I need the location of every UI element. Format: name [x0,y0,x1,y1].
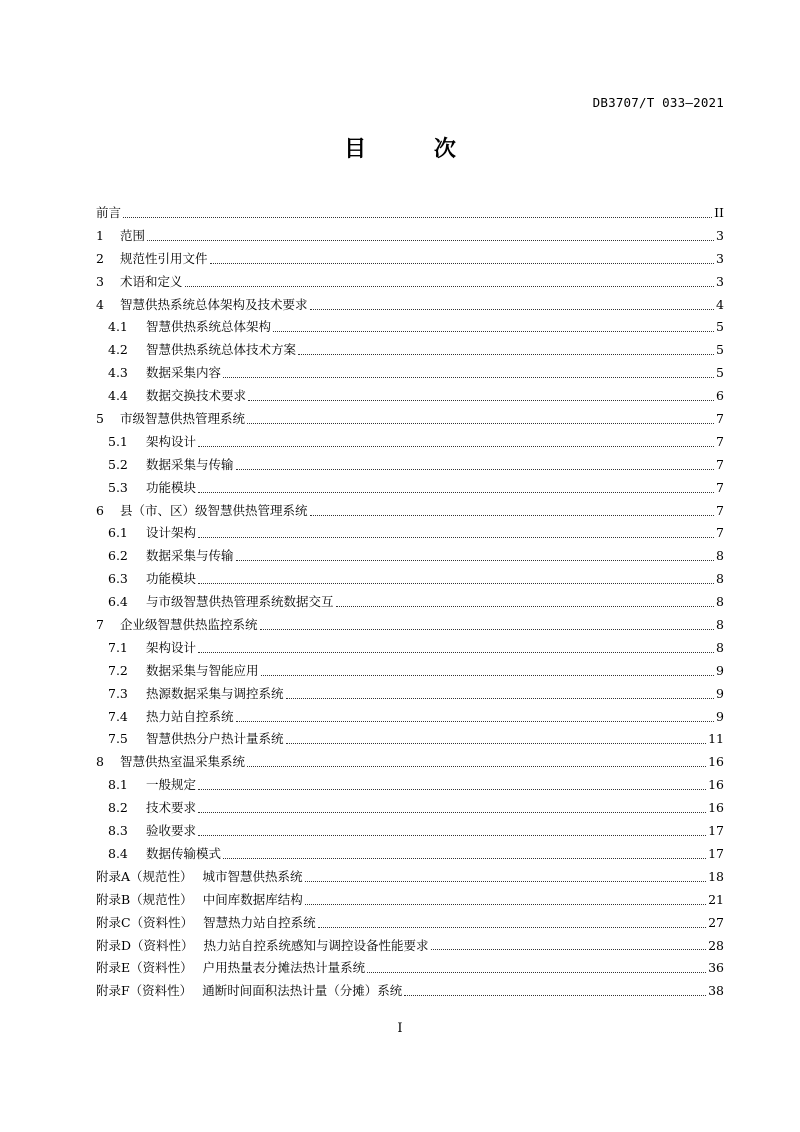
toc-entry[interactable] [96,912,724,935]
toc-entry-label: 功能模块 [146,479,197,495]
toc-entry-page: 9 [716,662,724,678]
dot-leader [147,240,714,241]
toc-entry-page: 18 [708,868,724,884]
toc-entry-number: 4.4 [108,388,128,404]
toc-entry-number: 附录C（资料性） [96,914,194,930]
dot-leader [236,721,715,722]
toc-entry-number: 7 [96,617,104,633]
toc-entry[interactable] [96,728,724,751]
toc-entry-label: 智慧供热系统总体架构及技术要求 [120,296,308,312]
toc-entry[interactable] [96,797,724,820]
toc-entry[interactable] [96,294,724,317]
dot-leader [198,583,714,584]
toc-entry-page: 17 [708,823,724,839]
toc-entry[interactable] [96,637,724,660]
dot-leader [198,812,706,813]
toc-entry-number: 4.1 [108,319,128,335]
toc-entry-number: 8.4 [108,845,128,861]
toc-entry-label: 数据交换技术要求 [146,388,247,404]
toc-entry-label: 与市级智慧供热管理系统数据交互 [146,594,334,610]
toc-entry[interactable] [96,248,724,271]
toc-entry-page: 9 [716,708,724,724]
toc-entry-label: 规范性引用文件 [120,250,208,266]
dot-leader [298,354,714,355]
toc-entry-label: 架构设计 [146,433,197,449]
toc-entry-number: 附录B（规范性） [96,891,193,907]
dot-leader [431,949,707,950]
toc-entry-label: 数据采集与传输 [146,548,234,564]
toc-entry-number: 5.1 [108,433,128,449]
toc-entry-number: 6.4 [108,594,128,610]
toc-entry-page: 21 [708,891,724,907]
toc-entry-page: 7 [716,433,724,449]
dot-leader [247,766,706,767]
toc-entry-label: 市级智慧供热管理系统 [120,411,246,427]
toc-entry-page: 11 [708,731,724,747]
toc-entry-label: 热力站自控系统感知与调控设备性能要求 [203,937,429,953]
toc-entry-page: 8 [716,571,724,587]
toc-entry-label: 数据采集内容 [146,365,222,381]
dot-leader [223,377,714,378]
toc-entry[interactable] [96,362,724,385]
dot-leader [273,331,714,332]
toc-entry-page: 7 [716,525,724,541]
toc-entry-label: 设计架构 [146,525,197,541]
toc-entry[interactable] [96,454,724,477]
dot-leader [310,309,715,310]
toc-entry[interactable] [96,431,724,454]
page-number: I [397,1021,403,1036]
toc-entry-label: 热力站自控系统 [146,708,234,724]
toc-entry-label: 架构设计 [146,639,197,655]
toc-entry[interactable] [96,614,724,637]
toc-entry-page: 27 [708,914,724,930]
toc-entry[interactable] [96,706,724,729]
toc-entry-label: 数据采集与智能应用 [146,662,259,678]
toc-entry-label: 范围 [120,227,146,243]
toc-entry-label: 城市智慧供热系统 [202,868,303,884]
toc-entry-label: 智慧热力站自控系统 [203,914,316,930]
toc-entry-number: 附录E（资料性） [96,960,193,976]
dot-leader [198,446,714,447]
toc-entry-number: 4 [96,296,104,312]
dot-leader [318,927,707,928]
toc-entry-number: 2 [96,250,104,266]
toc-entry[interactable] [96,522,724,545]
toc-entry-label: 智慧供热室温采集系统 [120,754,246,770]
toc-entry-number: 3 [96,273,104,289]
toc-entry-page: 7 [716,479,724,495]
toc-entry-page: 3 [716,227,724,243]
toc-entry-number: 5.2 [108,456,128,472]
dot-leader [404,995,706,996]
toc-entry-number: 5.3 [108,479,128,495]
dot-leader [248,400,714,401]
toc-entry-label: 智慧供热系统总体架构 [146,319,272,335]
toc-entry-label: 热源数据采集与调控系统 [146,685,284,701]
toc-entry-page: 5 [716,342,724,358]
toc-entry-number: 1 [96,227,104,243]
toc-entry[interactable] [96,477,724,500]
toc-entry-label: 数据采集与传输 [146,456,234,472]
toc-entry-number: 附录F（资料性） [96,983,193,999]
toc-entry-label: 一般规定 [146,777,197,793]
toc-entry-page: 8 [716,594,724,610]
dot-leader [261,675,715,676]
dot-leader [305,904,706,905]
toc-entry-label: 通断时间面积法热计量（分摊）系统 [202,983,403,999]
toc-entry[interactable] [96,385,724,408]
toc-entry[interactable] [96,683,724,706]
toc-entry[interactable] [96,980,724,1003]
dot-leader [286,698,715,699]
toc-entry-number: 5 [96,411,104,427]
toc-entry-label: 前言 [96,205,122,220]
dot-leader [198,789,706,790]
dot-leader [247,423,714,424]
toc-entry-number: 7.2 [108,662,128,678]
toc-entry[interactable] [96,751,724,774]
page-title: 目 次 [344,137,486,162]
toc-entry-number: 8.3 [108,823,128,839]
document-code: DB3707/T 033—2021 [592,95,724,110]
toc-entry-label: 功能模块 [146,571,197,587]
toc-entry-number: 6.3 [108,571,128,587]
toc-entry-label: 智慧供热分户热计量系统 [146,731,284,747]
toc-entry-label: 验收要求 [146,823,197,839]
toc-entry-number: 8.1 [108,777,128,793]
dot-leader [185,286,715,287]
toc-entry-number: 7.3 [108,685,128,701]
toc-entry-label: 户用热量表分摊法热计量系统 [202,960,366,976]
toc-entry-page: 5 [716,365,724,381]
dot-leader [198,537,714,538]
toc-entry[interactable] [96,889,724,912]
toc-entry[interactable] [96,591,724,614]
toc-entry-page: 7 [716,411,724,427]
toc-entry[interactable] [96,935,724,958]
dot-leader [198,652,714,653]
toc-entry[interactable] [96,774,724,797]
toc-entry[interactable] [96,568,724,591]
toc-entry-page: 5 [716,319,724,335]
toc-entry-page: 7 [716,456,724,472]
toc-entry-page: 8 [716,617,724,633]
toc-entry-label: 县（市、区）级智慧供热管理系统 [120,502,308,518]
toc-entry-page: 7 [716,502,724,518]
toc-entry-page: 36 [708,960,724,976]
toc-entry-page: 16 [708,800,724,816]
toc-entry-page: 8 [716,548,724,564]
toc-entry[interactable] [96,408,724,431]
dot-leader [198,492,714,493]
toc-entry-page: 4 [716,296,724,312]
toc-entry-label: 企业级智慧供热监控系统 [120,617,258,633]
dot-leader [286,743,707,744]
toc-entry-label: 智慧供热系统总体技术方案 [146,342,297,358]
toc-entry[interactable] [96,820,724,843]
toc-entry[interactable] [96,545,724,568]
toc-entry[interactable] [96,500,724,523]
toc-entry-label: 数据传输模式 [146,845,222,861]
toc-entry-page: 17 [708,845,724,861]
toc-entry-page: 9 [716,685,724,701]
toc-entry-number: 4.3 [108,365,128,381]
toc-entry-number: 6.1 [108,525,128,541]
toc-entry[interactable] [96,316,724,339]
dot-leader [210,263,715,264]
toc-entry-page: 3 [716,250,724,266]
toc-entry-label: 术语和定义 [120,273,183,289]
toc-entry[interactable] [96,339,724,362]
toc-entry-number: 8.2 [108,800,128,816]
dot-leader [336,606,715,607]
toc-entry[interactable] [96,866,724,889]
toc-entry-number: 7.4 [108,708,128,724]
dot-leader [223,858,706,859]
toc-entry-number: 8 [96,754,104,770]
toc-entry-page: 38 [708,983,724,999]
toc-entry-page: 16 [708,754,724,770]
toc-entry[interactable] [96,225,724,248]
dot-leader [198,835,706,836]
dot-leader [260,629,715,630]
toc-entry-number: 4.2 [108,342,128,358]
toc-entry-page: 16 [708,777,724,793]
toc-entry[interactable] [96,660,724,683]
toc-entry-number: 6 [96,502,104,518]
toc-entry-number: 附录A（规范性） [96,868,193,884]
toc-entry-page: 28 [708,937,724,953]
toc-entry-number: 6.2 [108,548,128,564]
toc-entry[interactable] [96,271,724,294]
dot-leader [310,515,715,516]
toc-entry-number: 附录D（资料性） [96,937,194,953]
dot-leader [123,217,712,218]
toc-entry-page: 6 [716,388,724,404]
toc-entry[interactable] [96,957,724,980]
toc-entry-page: 3 [716,273,724,289]
toc-entry-label: 中间库数据库结构 [202,891,303,907]
toc-entry-number: 7.1 [108,639,128,655]
toc-entry-page: II [714,205,724,220]
table-of-contents [96,202,724,1003]
dot-leader [305,881,707,882]
toc-entry-page: 8 [716,639,724,655]
dot-leader [367,972,706,973]
toc-entry[interactable] [96,202,724,225]
toc-entry[interactable] [96,843,724,866]
toc-entry-number: 7.5 [108,731,128,747]
dot-leader [236,469,715,470]
toc-entry-label: 技术要求 [146,800,197,816]
dot-leader [236,560,715,561]
